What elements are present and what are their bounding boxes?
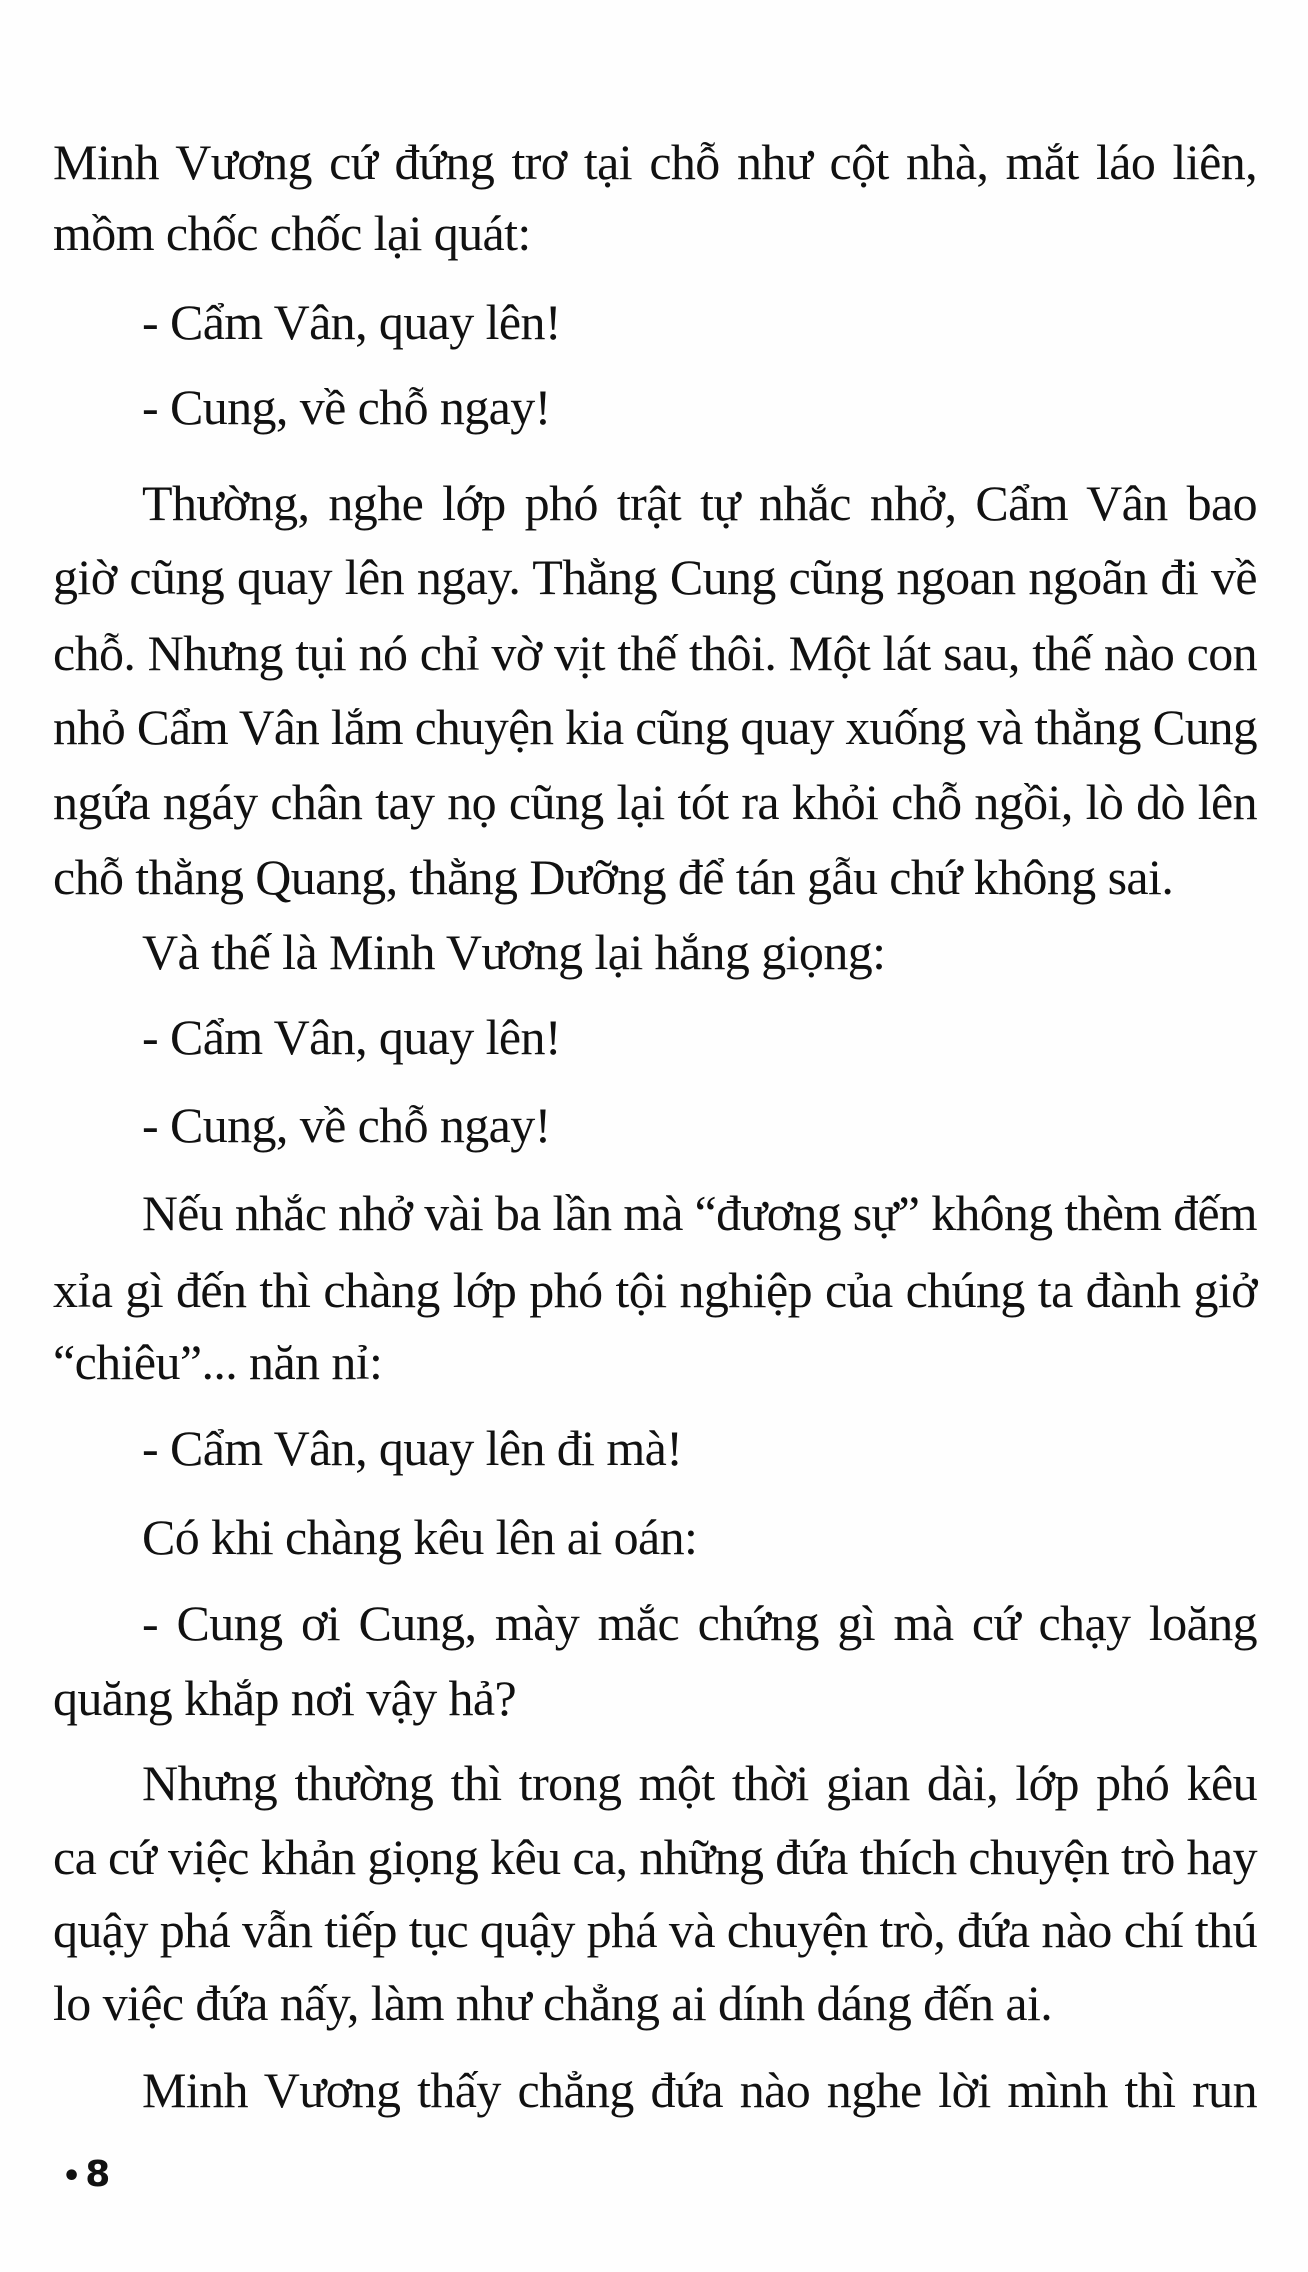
text-line: quăng khắp nơi vậy hả? (53, 1670, 517, 1726)
dialogue-line: - Cung, về chỗ ngay! (142, 1097, 551, 1153)
text-line: “chiêu”... năn nỉ: (53, 1334, 383, 1390)
text-line: quậy phá vẫn tiếp tục quậy phá và chuyện trò, đứa nào chí thú (53, 1902, 1257, 1958)
text-line: chỗ. Nhưng tụi nó chỉ vờ vịt thế thôi. Một lát sau, thế nào con (53, 625, 1257, 681)
text-line: xỉa gì đến thì chàng lớp phó tội nghiệp của chúng ta đành giở (53, 1262, 1257, 1318)
text-line: Minh Vương thấy chẳng đứa nào nghe lời mình thì run (142, 2062, 1257, 2118)
page-number-bullet: • (62, 2159, 82, 2194)
page-number-value: 8 (85, 2154, 111, 2195)
text-line: ngứa ngáy chân tay nọ cũng lại tót ra khỏi chỗ ngồi, lò dò lên (53, 774, 1257, 830)
text-line: giờ cũng quay lên ngay. Thằng Cung cũng ngoan ngoãn đi về (53, 549, 1257, 605)
text-line: Nhưng thường thì trong một thời gian dài, lớp phó kêu (142, 1755, 1257, 1811)
text-line: Và thế là Minh Vương lại hắng giọng: (142, 924, 886, 980)
text-line: Nếu nhắc nhở vài ba lần mà “đương sự” không thèm đếm (142, 1185, 1257, 1241)
dialogue-line: - Cung, về chỗ ngay! (142, 379, 551, 435)
dialogue-line: - Cẩm Vân, quay lên đi mà! (142, 1420, 683, 1476)
text-line: Thường, nghe lớp phó trật tự nhắc nhở, Cẩm Vân bao (142, 475, 1257, 531)
text-line: Minh Vương cứ đứng trơ tại chỗ như cột nhà, mắt láo liên, (53, 134, 1257, 190)
text-line: chỗ thằng Quang, thằng Dưỡng để tán gẫu chứ không sai. (53, 849, 1174, 905)
text-line: mồm chốc chốc lại quát: (53, 205, 531, 261)
text-line: ca cứ việc khản giọng kêu ca, những đứa thích chuyện trò hay (53, 1829, 1257, 1885)
dialogue-line: - Cung ơi Cung, mày mắc chứng gì mà cứ chạy loăng (142, 1595, 1257, 1651)
dialogue-line: - Cẩm Vân, quay lên! (142, 294, 561, 350)
text-line: lo việc đứa nấy, làm như chẳng ai dính dáng đến ai. (53, 1975, 1053, 2031)
page-number (62, 2150, 110, 2202)
text-line: Có khi chàng kêu lên ai oán: (142, 1509, 698, 1565)
dialogue-line: - Cẩm Vân, quay lên! (142, 1009, 561, 1065)
text-line: nhỏ Cẩm Vân lắm chuyện kia cũng quay xuống và thằng Cung (53, 699, 1257, 755)
